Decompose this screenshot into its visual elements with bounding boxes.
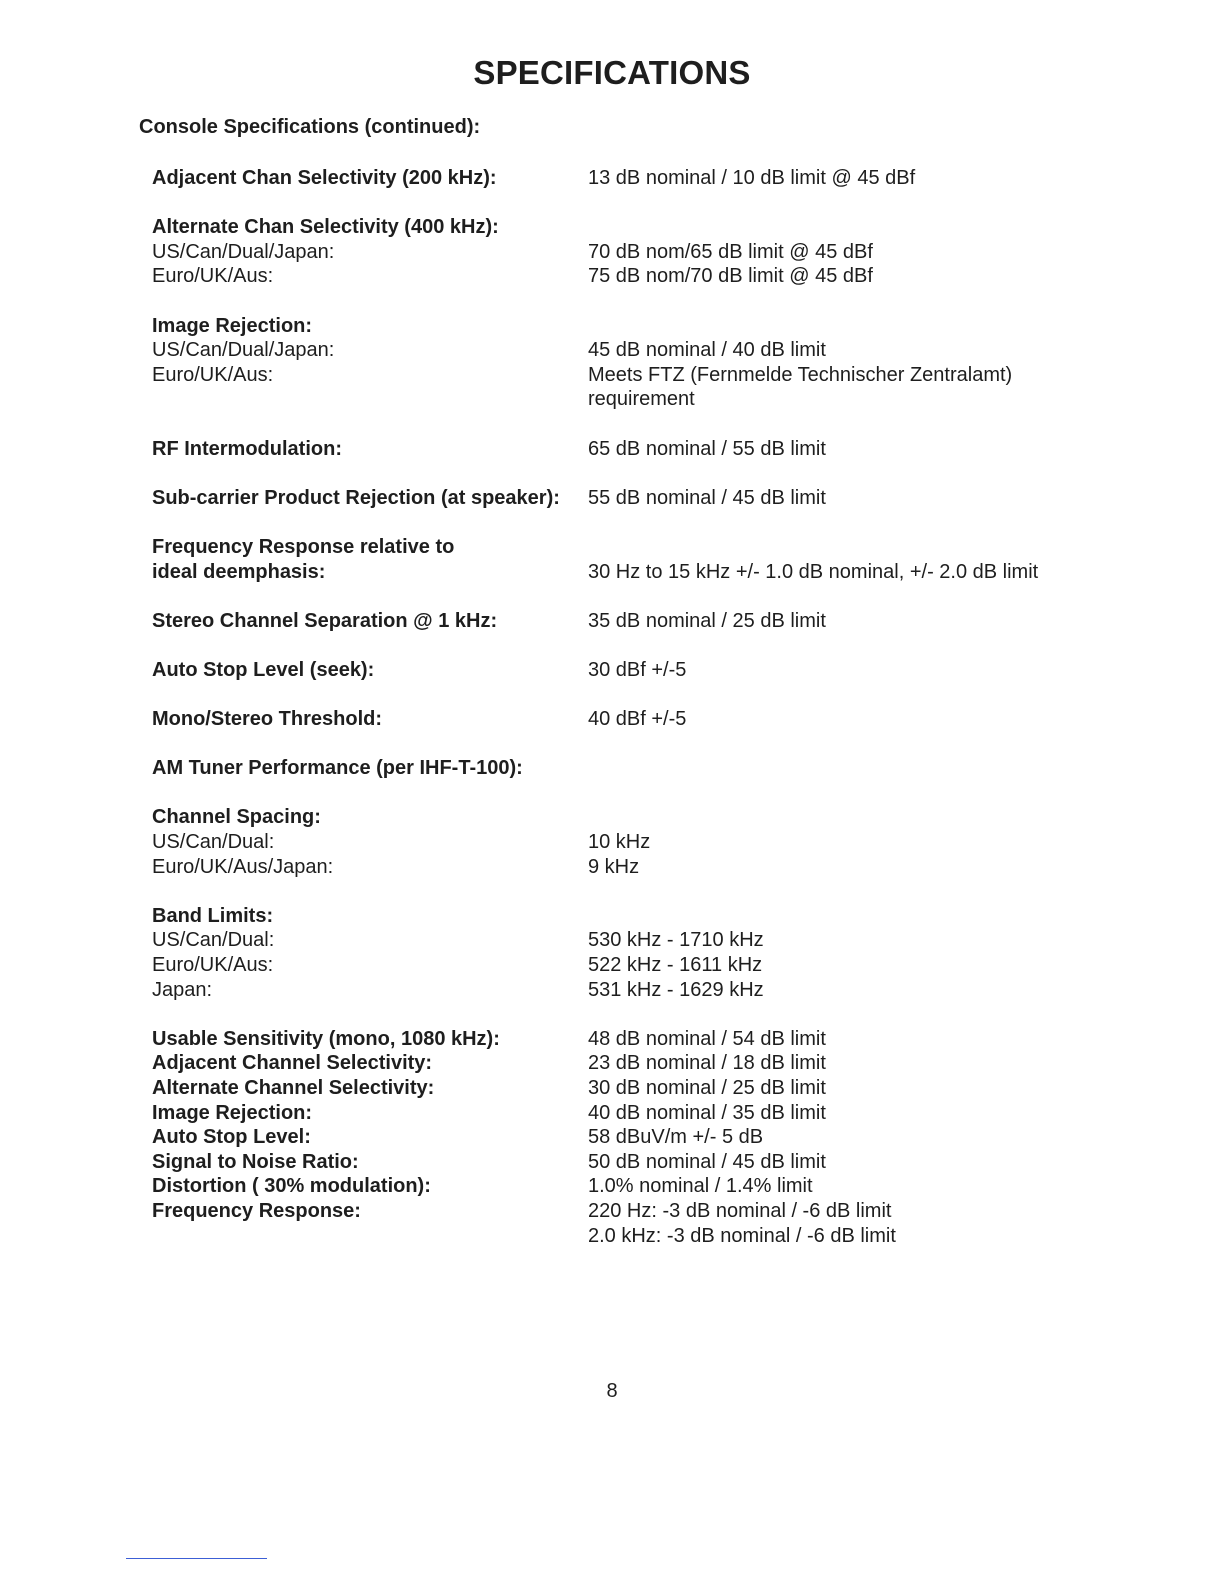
spec-label: Usable Sensitivity (mono, 1080 kHz):: [152, 1027, 500, 1050]
spec-value: 13 dB nominal / 10 dB limit @ 45 dBf: [588, 167, 916, 189]
spec-row-rf-intermod: [152, 437, 1152, 462]
spec-label: Auto Stop Level:: [152, 1126, 311, 1149]
spec-row: [152, 953, 1152, 978]
spec-row-mono-stereo: [152, 707, 1152, 732]
spec-row: [152, 978, 1152, 1003]
spec-label: Adjacent Chan Selectivity (200 kHz):: [152, 167, 497, 189]
spec-value: Meets FTZ (Fernmelde Technischer Zentralamt): [588, 363, 1013, 386]
spec-row-subcarrier: [152, 486, 1152, 511]
spec-row: [152, 363, 1152, 388]
spec-value: 50 dB nominal / 45 dB limit: [588, 1150, 826, 1173]
spec-value: 55 dB nominal / 45 dB limit: [588, 486, 826, 509]
spec-row-am: [152, 1199, 1152, 1224]
spec-label: Frequency Response relative to: [152, 535, 455, 558]
section-heading: Console Specifications (continued):: [139, 116, 481, 138]
spec-label: Frequency Response:: [152, 1199, 361, 1222]
page-number: 8: [606, 1380, 618, 1402]
spec-value: 30 dBf +/-5: [588, 658, 687, 681]
spec-row-am: [152, 1101, 1152, 1126]
spec-label: AM Tuner Performance (per IHF-T-100):: [152, 757, 523, 780]
spec-value: 530 kHz - 1710 kHz: [588, 929, 764, 952]
spec-row-auto-stop: [152, 658, 1152, 683]
spec-region-label: US/Can/Dual:: [152, 929, 275, 952]
spec-label: Sub-carrier Product Rejection (at speaker):: [152, 486, 560, 509]
footer-rule: [126, 1558, 267, 1559]
spec-label: RF Intermodulation:: [152, 437, 342, 460]
spec-list: [152, 166, 1152, 1248]
spec-region-label: Euro/UK/Aus/Japan:: [152, 855, 334, 878]
spec-region-label: Japan:: [152, 978, 213, 1001]
spec-row-adjacent-chan: [152, 166, 1152, 191]
spec-group-heading-alternate-chan: [152, 215, 1152, 240]
spec-group-heading-band-limits: [152, 904, 1152, 929]
spec-row: [152, 928, 1152, 953]
am-section-heading: [152, 756, 1152, 781]
spec-row: [152, 338, 1152, 363]
spec-value: 40 dB nominal / 35 dB limit: [588, 1101, 826, 1124]
spec-region-label: US/Can/Dual:: [152, 831, 275, 854]
spec-label: Auto Stop Level (seek):: [152, 658, 375, 681]
spec-value-continuation: 2.0 kHz: -3 dB nominal / -6 dB limit: [588, 1224, 896, 1247]
spec-value: 45 dB nominal / 40 dB limit: [588, 339, 826, 362]
spec-value: 522 kHz - 1611 kHz: [588, 954, 763, 976]
spec-label: Band Limits:: [152, 904, 274, 927]
spec-label-line: [152, 535, 1152, 560]
spec-row-continuation: [152, 1224, 1152, 1249]
spec-value: 1.0% nominal / 1.4% limit: [588, 1175, 813, 1198]
spec-row: [152, 855, 1152, 880]
spec-row: [152, 240, 1152, 265]
spec-value: 65 dB nominal / 55 dB limit: [588, 437, 826, 460]
spec-label: Adjacent Channel Selectivity:: [152, 1052, 433, 1075]
spec-row: [152, 830, 1152, 855]
spec-group-heading-channel-spacing: [152, 805, 1152, 830]
spec-value: 23 dB nominal / 18 dB limit: [588, 1052, 826, 1075]
spec-label: Stereo Channel Separation @ 1 kHz:: [152, 609, 498, 632]
spec-label: ideal deemphasis:: [152, 560, 326, 583]
spec-label: Image Rejection:: [152, 314, 313, 337]
spec-value: 48 dB nominal / 54 dB limit: [588, 1027, 826, 1050]
spec-row-am: [152, 1125, 1152, 1150]
spec-label: Alternate Channel Selectivity:: [152, 1076, 435, 1099]
spec-value: 70 dB nom/65 dB limit @ 45 dBf: [588, 240, 873, 263]
spec-row: [152, 264, 1152, 289]
spec-row-continuation: [152, 387, 1152, 412]
spec-row-freq-response: [152, 560, 1152, 585]
spec-row-am: [152, 1027, 1152, 1052]
spec-value: 10 kHz: [588, 831, 651, 854]
spec-region-label: US/Can/Dual/Japan:: [152, 339, 335, 362]
spec-value: 30 Hz to 15 kHz +/- 1.0 dB nominal, +/- 2.0 dB limit: [588, 560, 1039, 583]
spec-value: 58 dBuV/m +/- 5 dB: [588, 1126, 764, 1149]
spec-value: 75 dB nom/70 dB limit @ 45 dBf: [588, 265, 873, 288]
spec-value: 30 dB nominal / 25 dB limit: [588, 1076, 826, 1099]
spec-row-am: [152, 1150, 1152, 1175]
spec-label: Channel Spacing:: [152, 806, 321, 829]
spec-region-label: Euro/UK/Aus:: [152, 265, 274, 288]
spec-group-heading-image-rejection: [152, 314, 1152, 339]
spec-row-am: [152, 1174, 1152, 1199]
spec-row-am: [152, 1076, 1152, 1101]
spec-label: Image Rejection:: [152, 1101, 313, 1124]
page-title: SPECIFICATIONS: [473, 54, 751, 91]
spec-value: 35 dB nominal / 25 dB limit: [588, 609, 826, 632]
spec-region-label: US/Can/Dual/Japan:: [152, 240, 335, 263]
spec-region-label: Euro/UK/Aus:: [152, 954, 274, 976]
spec-row-am: [152, 1051, 1152, 1076]
spec-row-stereo-sep: [152, 609, 1152, 634]
spec-value: 9 kHz: [588, 855, 640, 878]
spec-value: 220 Hz: -3 dB nominal / -6 dB limit: [588, 1199, 892, 1222]
spec-label: Mono/Stereo Threshold:: [152, 708, 382, 731]
spec-value: 40 dBf +/-5: [588, 708, 687, 731]
spec-region-label: Euro/UK/Aus:: [152, 363, 274, 386]
spec-value: 531 kHz - 1629 kHz: [588, 978, 764, 1001]
spec-label: Signal to Noise Ratio:: [152, 1150, 359, 1173]
spec-label: Alternate Chan Selectivity (400 kHz):: [152, 216, 499, 239]
spec-value-continuation: requirement: [588, 388, 695, 411]
spec-label: Distortion ( 30% modulation):: [152, 1175, 431, 1198]
